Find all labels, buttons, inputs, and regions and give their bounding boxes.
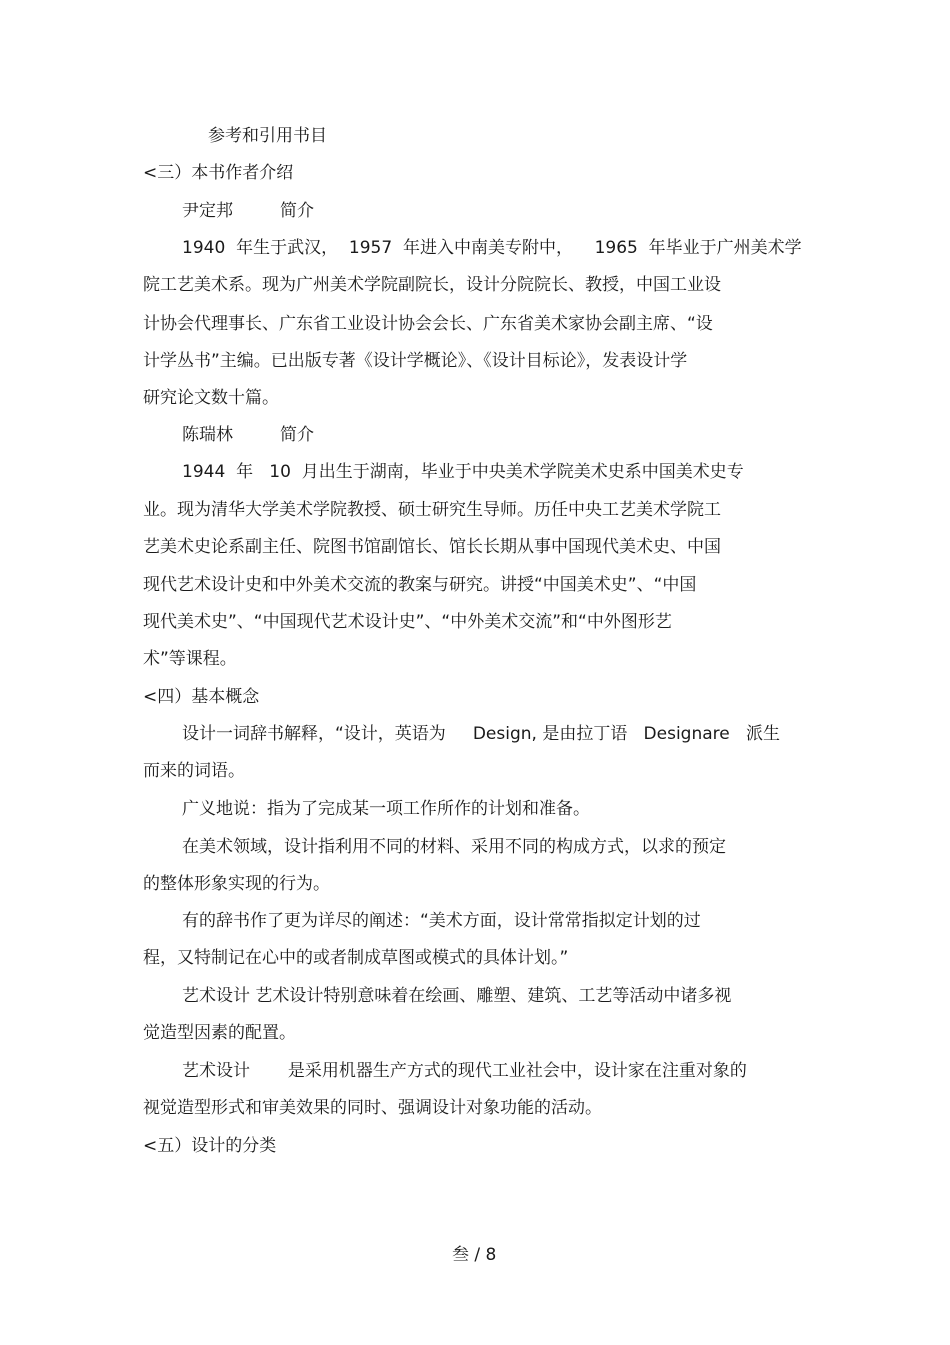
paragraph-line: 在美术领域，设计指利用不同的材料、采用不同的构成方式，以求的预定 — [182, 837, 726, 857]
author-bio-line: 现代美术史”、“中国现代艺术设计史”、“中外美术交流”和“中外图形艺 — [143, 612, 672, 632]
author-name: 尹定邦 — [182, 201, 233, 221]
paragraph-line: 广义地说：指为了完成某一项工作所作的计划和准备。 — [182, 799, 590, 819]
paragraph-line: 艺术设计 是采用机器生产方式的现代工业社会中，设计家在注重对象的 — [182, 1061, 747, 1081]
paragraph-line: 设计一词辞书解释，“设计，英语为 Design, 是由拉丁语 Designare 派生 — [182, 724, 780, 744]
author-bio-line: 1944 年 10 月出生于湖南，毕业于中央美术学院美术史系中国美术史专 — [182, 462, 744, 482]
references-heading: 参考和引用书目 — [208, 126, 327, 146]
author-bio-line: 术”等课程。 — [143, 649, 237, 669]
author-label: 简介 — [280, 201, 314, 221]
paragraph-line: 而来的词语。 — [143, 761, 245, 781]
paragraph-line: 程，又特制记在心中的或者制成草图或模式的具体计划。” — [143, 948, 569, 968]
page-number: 叁 / 8 — [452, 1245, 497, 1265]
section-heading-authors: <三）本书作者介绍 — [143, 163, 294, 183]
author-bio-line: 院工艺美术系。现为广州美术学院副院长，设计分院院长、教授，中国工业设 — [143, 275, 721, 295]
paragraph-line: 艺术设计 艺术设计特别意味着在绘画、雕塑、建筑、工艺等活动中诸多视 — [182, 986, 732, 1006]
author-label: 简介 — [280, 425, 314, 445]
paragraph-line: 觉造型因素的配置。 — [143, 1023, 296, 1043]
author-bio-line: 计学丛书”主编。已出版专著《设计学概论》、《设计目标论》，发表设计学 — [143, 351, 688, 371]
author-bio-line: 现代艺术设计史和中外美术交流的教案与研究。讲授“中国美术史”、“中国 — [143, 575, 697, 595]
paragraph-line: 有的辞书作了更为详尽的阐述：“美术方面，设计常常指拟定计划的过 — [182, 911, 701, 931]
author-bio-line: 研究论文数十篇。 — [143, 388, 279, 408]
paragraph-line: 视觉造型形式和审美效果的同时、强调设计对象功能的活动。 — [143, 1098, 602, 1118]
section-heading-classification: <五）设计的分类 — [143, 1136, 277, 1156]
author-bio-line: 艺美术史论系副主任、院图书馆副馆长、馆长长期从事中国现代美术史、中国 — [143, 537, 721, 557]
author-bio-line: 计协会代理事长、广东省工业设计协会会长、广东省美术家协会副主席、“设 — [143, 314, 713, 334]
author-bio-line: 业。现为清华大学美术学院教授、硕士研究生导师。历任中央工艺美术学院工 — [143, 500, 721, 520]
author-name: 陈瑞林 — [182, 425, 233, 445]
paragraph-line: 的整体形象实现的行为。 — [143, 874, 330, 894]
section-heading-concepts: <四）基本概念 — [143, 687, 260, 707]
author-bio-line: 1940 年生于武汉， 1957 年进入中南美专附中， 1965 年毕业于广州美术学 — [182, 238, 802, 258]
